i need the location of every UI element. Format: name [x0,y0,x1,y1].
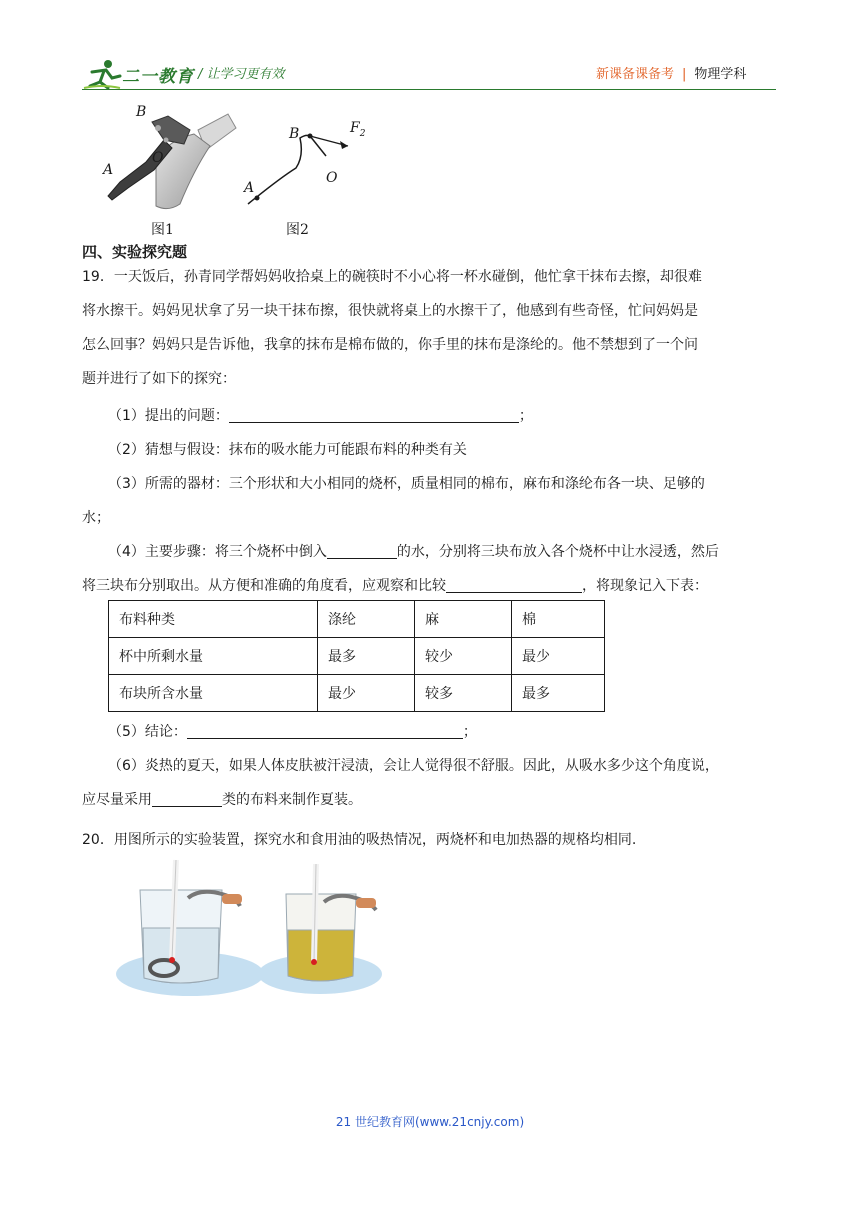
fig2-caption: 图2 [286,222,309,238]
table-cell: 较多 [415,675,512,712]
q19-item-4a-text1: （4）主要步骤：将三个烧杯中倒入 [108,544,327,560]
q20-stem [82,829,636,849]
q19-item-4b-text1: 将三块布分别取出。从方便和准确的角度看，应观察和比较 [82,578,446,594]
table-cell: 最少 [512,638,605,675]
q19-item-5-end: ； [462,724,477,740]
q19-item-4b-text2: ，将现象记入下表： [582,578,708,594]
beakers-photo [110,858,400,998]
q19-line-2: 将水擦干。妈妈见状拿了另一块干抹布擦，很快就将桌上的水擦干了，他感到有些奇怪，忙问妈妈是 [82,303,698,319]
table-cell: 较少 [415,638,512,675]
q19-item-3b: 水； [82,510,110,526]
q19-item-5-label: （5）结论： [108,724,187,740]
fig2-label-f-sub: 2 [359,128,366,139]
answer-blank-question[interactable] [229,406,519,423]
results-table [108,600,605,712]
fig2-label-o: O [326,170,338,186]
brand-name: 二一教育 [122,67,194,87]
table-row [109,638,605,675]
table-row [109,675,605,712]
table-cell: 布料种类 [109,601,318,638]
fig2-label-b: B [289,126,300,142]
answer-blank-observe[interactable] [446,576,582,593]
q19-item-4a-text2: 的水，分别将三块布放入各个烧杯中让水浸透，然后 [396,544,719,560]
table-cell: 布块所含水量 [109,675,318,712]
q19-item-1-label: （1）提出的问题： [108,408,229,424]
q19-item-4a [108,541,719,561]
q19-item-6b-text2: 类的布料来制作夏装。 [222,792,362,808]
q19-item-2: （2）猜想与假设：抹布的吸水能力可能跟布料的种类有关 [108,442,467,458]
header-course: 新课备课备考 [596,67,675,82]
q19-line-4: 题并进行了如下的探究： [82,371,236,387]
q20-number: 20． [82,832,114,848]
beakers-illustration [110,858,400,998]
fig1-label-a: A [103,162,114,178]
q19-line-3: 怎么回事？妈妈只是告诉他，我拿的抹布是棉布做的，你手里的抹布是涤纶的。他不禁想到了一个问 [82,337,698,353]
answer-blank-fabric[interactable] [152,790,222,807]
slogan: / 让学习更有效 [198,67,285,82]
q19-item-5 [108,721,477,741]
header-subject [596,63,746,82]
q19-item-6b-text1: 应尽量采用 [82,792,152,808]
figure-1 [98,100,238,218]
table-row [109,601,605,638]
section-title: 四、实验探究题 [82,243,188,261]
q19-item-6b [82,789,362,809]
fig2-label-f [350,120,365,139]
q20-text: 用图所示的实验装置，探究水和食用油的吸热情况，两烧杯和电加热器的规格均相同. [113,832,637,848]
q19-line-1 [82,260,778,294]
header-divider [82,89,776,90]
q19-item-1 [108,405,533,425]
answer-blank-conclusion[interactable] [187,722,463,739]
q19-stem [82,260,778,396]
fig1-label-b: B [136,104,147,120]
fig2-label-a: A [244,180,255,196]
q19-text-1: 一天饭后，孙青同学帮妈妈收拾桌上的碗筷时不小心将一杯水碰倒，他忙拿干抹布去擦，却很难 [113,269,702,285]
runner-logo-icon [82,58,122,92]
table-cell: 杯中所剩水量 [109,638,318,675]
table-cell: 棉 [512,601,605,638]
fig2-label-f-main: F [350,120,360,136]
answer-blank-water-amount[interactable] [327,542,397,559]
table-cell: 最多 [512,675,605,712]
brake-lever-illustration [98,100,238,218]
q19-item-6a: （6）炎热的夏天，如果人体皮肤被汗浸渍，会让人觉得很不舒服。因此，从吸水多少这个角度说， [108,758,719,774]
q19-item-1-end: ； [518,408,533,424]
table-cell: 最少 [318,675,415,712]
footer-source: 21 世纪教育网(www.21cnjy.com) [335,1115,525,1129]
q19-item-4b [82,575,708,595]
fig1-caption: 图1 [151,222,174,238]
q19-number: 19． [82,269,114,285]
table-cell: 涤纶 [318,601,415,638]
table-cell: 最多 [318,638,415,675]
q19-item-3a: （3）所需的器材：三个形状和大小相同的烧杯，质量相同的棉布，麻布和涤纶布各一块、足够的 [108,476,705,492]
fig1-label-o: O [152,150,164,166]
header-separator: | [682,67,687,82]
header-discipline: 物理学科 [694,67,747,82]
table-cell: 麻 [415,601,512,638]
